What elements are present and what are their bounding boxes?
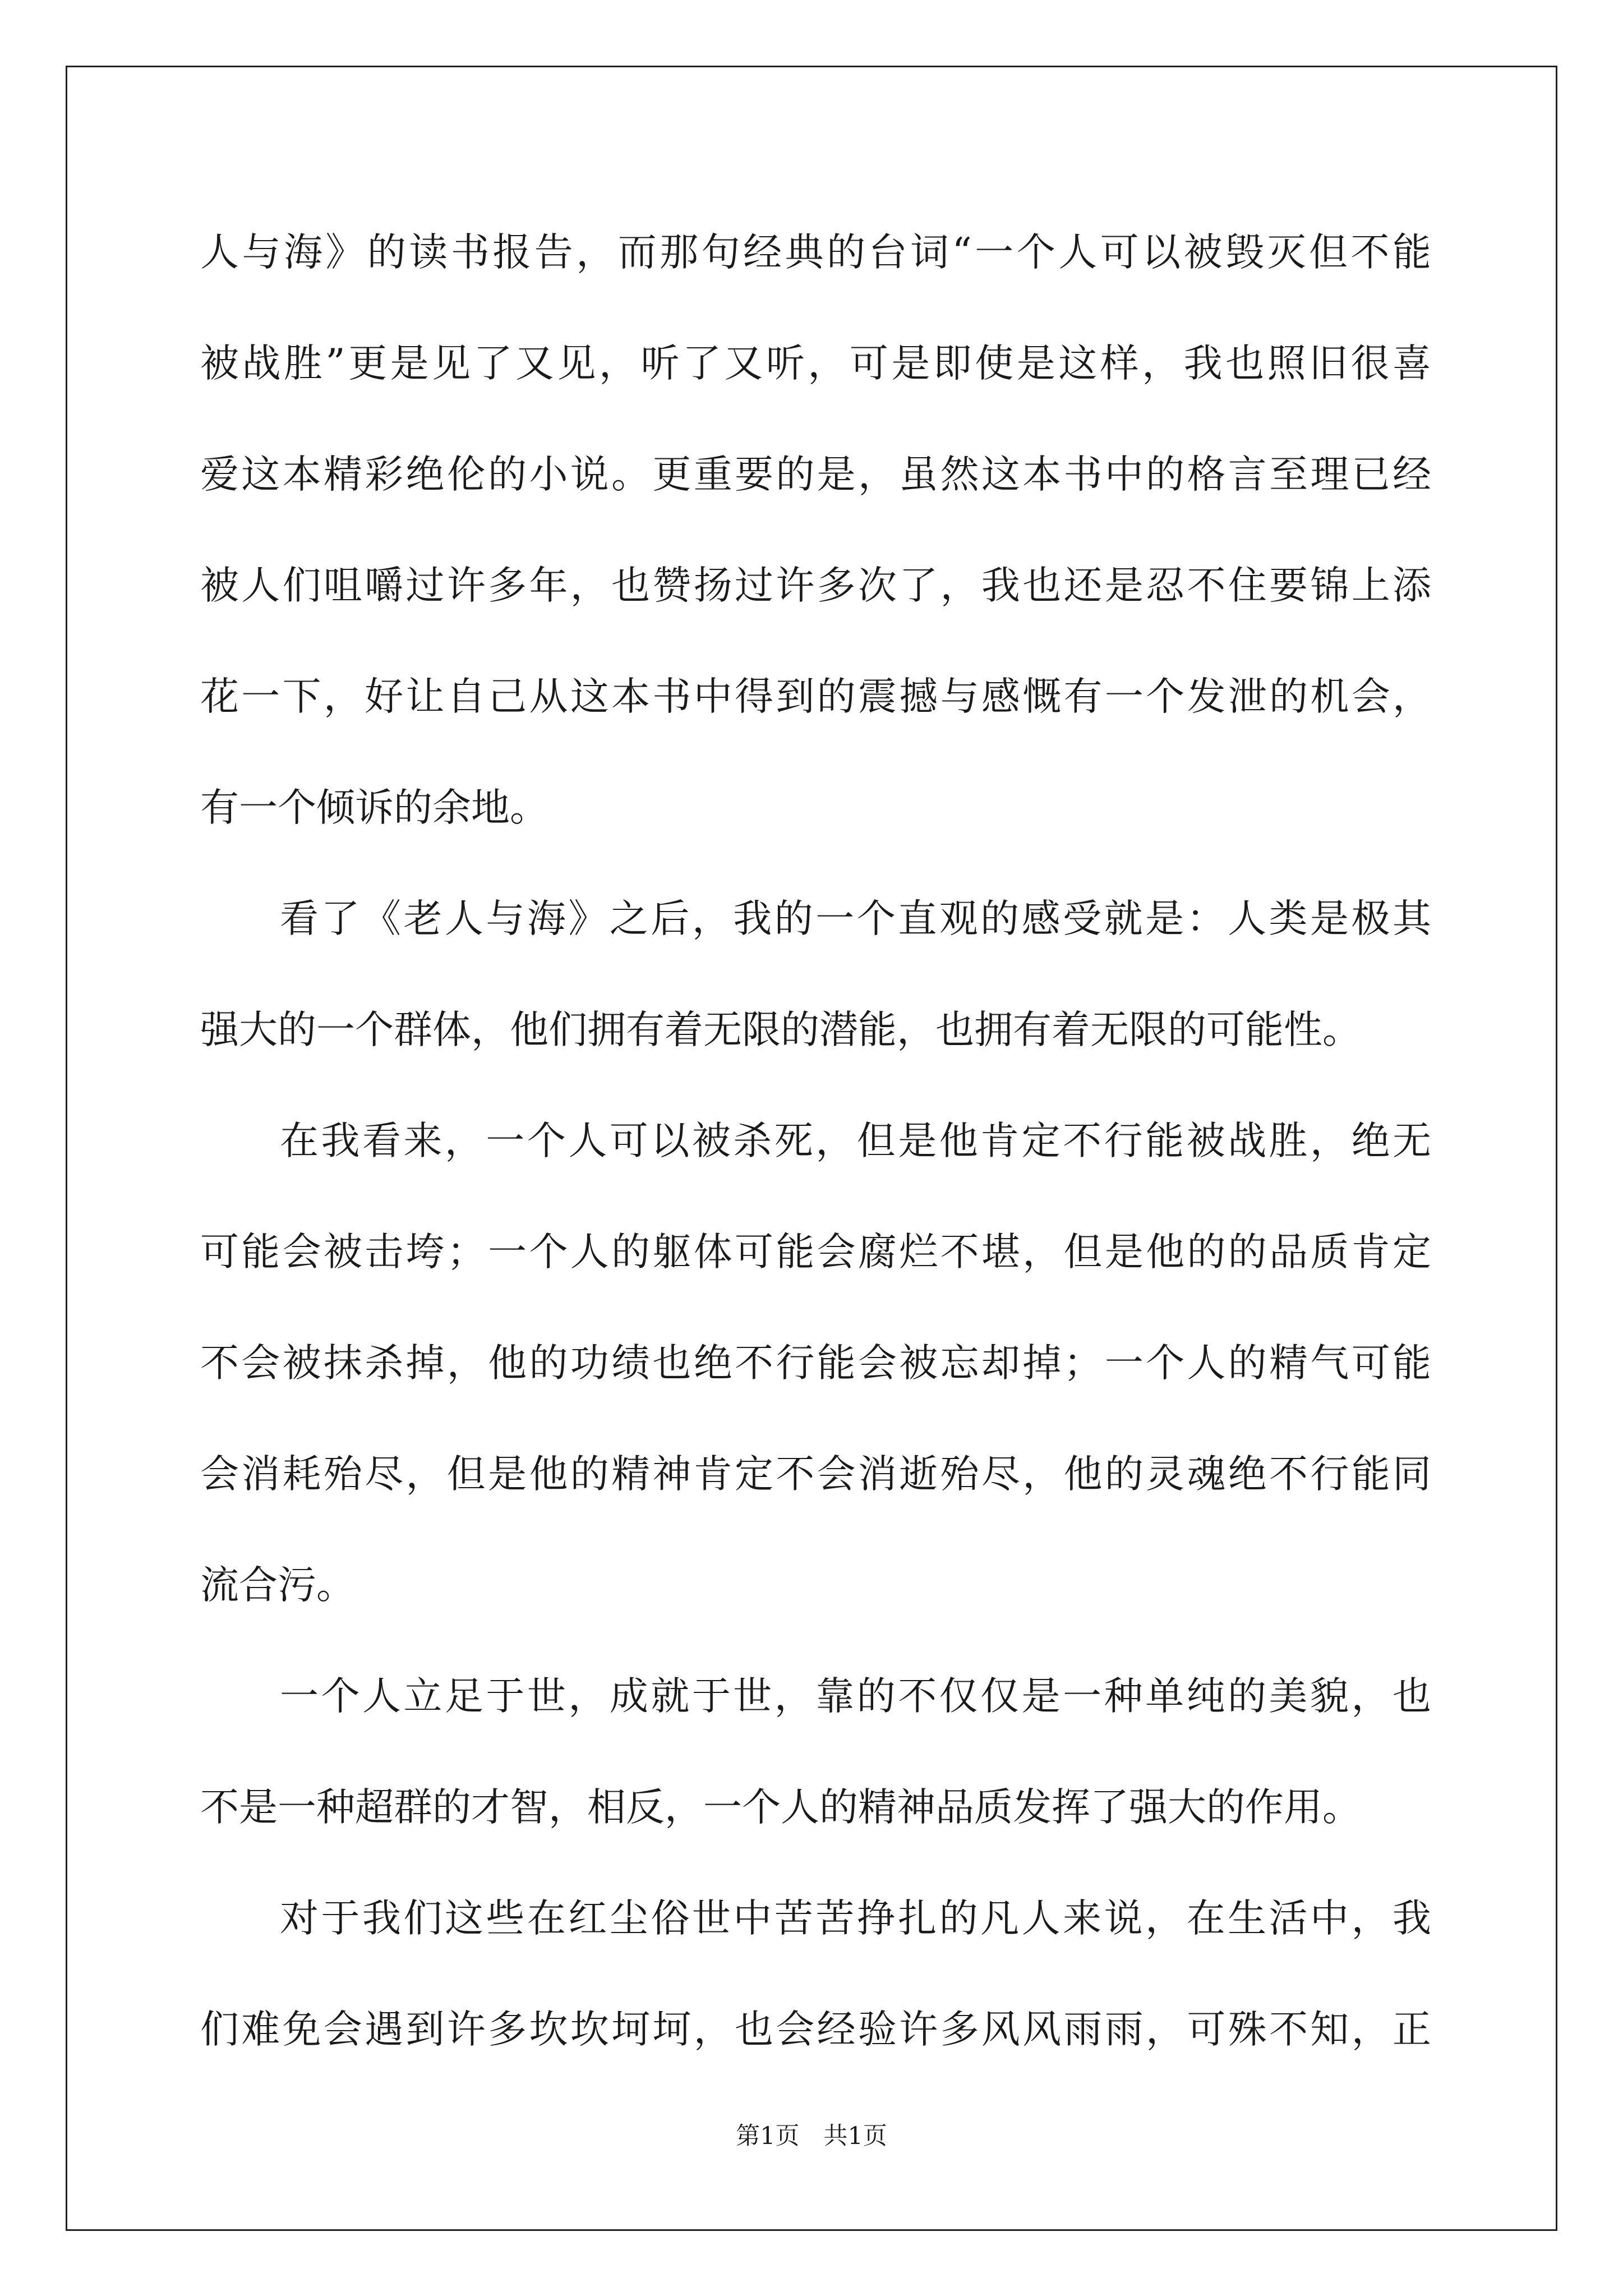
text-line-4: 被人们咀嚼过许多年，也赞扬过许多次了，我也还是忍不住要锦上添 — [200, 563, 1431, 608]
text-line-8: 强大的一个群体，他们拥有着无限的潜能，也拥有着无限的可能性。 — [200, 1007, 1361, 1052]
text-line-3: 爱这本精彩绝伦的小说。更重要的是，虽然这本书中的格言至理已经 — [200, 452, 1431, 497]
text-line-1: 人与海》的读书报告，而那句经典的台词“一个人可以被毁灭但不能 — [200, 230, 1431, 275]
text-line-15: 不是一种超群的才智，相反，一个人的精神品质发挥了强大的作用。 — [200, 1785, 1361, 1830]
text-line-16: 对于我们这些在红尘俗世中苦苦挣扎的凡人来说，在生活中，我 — [280, 1896, 1431, 1941]
text-line-11: 不会被抹杀掉，他的功绩也绝不行能会被忘却掉；一个人的精气可能 — [200, 1341, 1431, 1386]
page-number-footer: 第1页 共1页 — [736, 2122, 887, 2150]
text-line-7: 看了《老人与海》之后，我的一个直观的感受就是：人类是极其 — [280, 896, 1431, 941]
text-line-6: 有一个倾诉的余地。 — [200, 785, 548, 830]
text-line-14: 一个人立足于世，成就于世，靠的不仅仅是一种单纯的美貌，也 — [280, 1674, 1431, 1719]
text-line-13: 流合污。 — [200, 1563, 355, 1608]
text-line-12: 会消耗殆尽，但是他的精神肯定不会消逝殆尽，他的灵魂绝不行能同 — [200, 1452, 1431, 1497]
document-body — [200, 208, 1431, 2096]
text-line-5: 花一下，好让自己从这本书中得到的震撼与感慨有一个发泄的机会， — [200, 674, 1431, 719]
text-line-9: 在我看来，一个人可以被杀死，但是他肯定不行能被战胜，绝无 — [280, 1119, 1431, 1163]
text-line-17: 们难免会遇到许多坎坎坷坷，也会经验许多风风雨雨，可殊不知，正 — [200, 2007, 1431, 2052]
text-line-2: 被战胜”更是见了又见，听了又听，可是即使是这样，我也照旧很喜 — [200, 341, 1431, 386]
text-line-10: 可能会被击垮；一个人的躯体可能会腐烂不堪，但是他的的品质肯定 — [200, 1230, 1431, 1274]
